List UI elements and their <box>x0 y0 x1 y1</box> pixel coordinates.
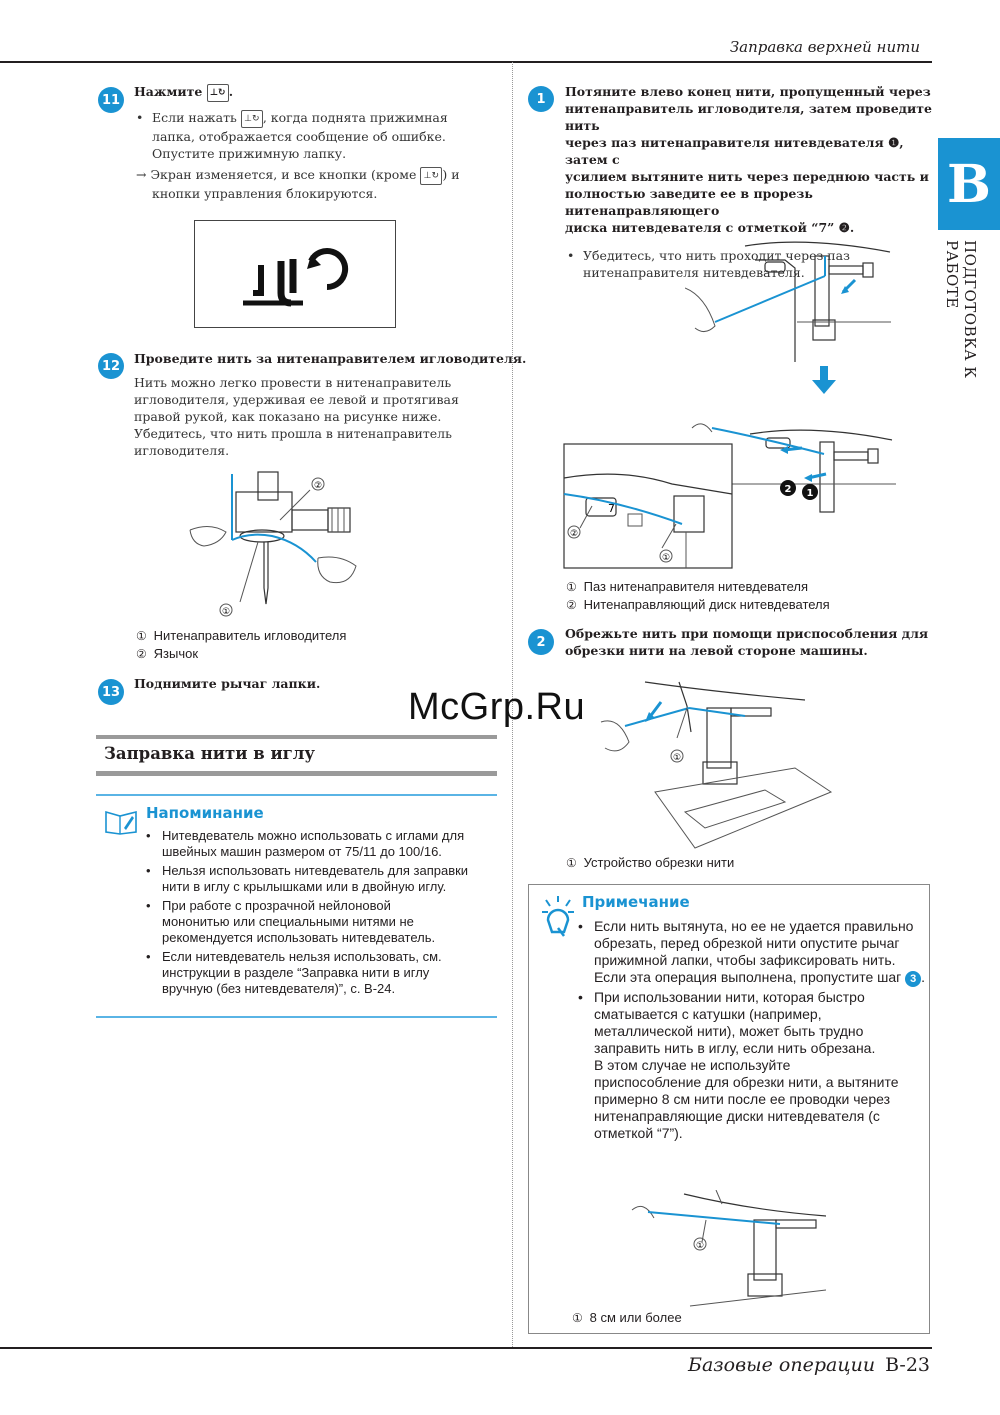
memo-line: мононитью или специальными нитями не <box>162 914 414 929</box>
note-line: сматывается с катушки (например, <box>594 1006 822 1022</box>
presser-foot-lock-key-icon: ⊥↻ <box>241 110 263 128</box>
note-line-post: . <box>921 969 926 985</box>
note-line: прижимной лапки, чтобы зафиксировать нить. <box>594 952 896 968</box>
callout-number: ① <box>572 1311 583 1325</box>
step-12-callout-2 <box>136 645 198 663</box>
note-line: обрезать, перед обрезкой нити опустите рычаг <box>594 935 900 951</box>
running-header: Заправка верхней нити <box>729 38 920 56</box>
step-a-bullet-line: • Убедитесь, что нить проходит через паз <box>583 247 850 263</box>
memo-item <box>146 898 496 946</box>
memo-list <box>146 828 496 997</box>
step-12-body <box>134 374 494 459</box>
section-heading-bar-top <box>96 735 497 739</box>
step-a-callout-1 <box>566 578 808 596</box>
step-a-title <box>565 83 935 236</box>
step-11-bullet <box>136 109 502 162</box>
presser-foot-lock-key-icon: ⊥↻ <box>420 167 442 185</box>
section-tab-letter: B <box>938 138 1000 230</box>
fig-marker-2: 2 <box>784 484 792 495</box>
note-line: приспособление для обрезки нити, а вытяните <box>594 1074 899 1090</box>
memo-line: швейных машин размером от 75/11 до 100/16. <box>162 844 442 859</box>
down-arrow-icon <box>812 366 836 396</box>
callout-text: 8 см или более <box>589 1310 682 1325</box>
note-callout-1 <box>572 1309 682 1327</box>
callout-text: Нитенаправляющий диск нитевдевателя <box>583 597 830 612</box>
step-b-title-line: обрезки нити на левой стороне машины. <box>565 643 868 658</box>
note-line: нитенаправляющие диски нитевдевателя (с <box>594 1108 880 1124</box>
step-a-title-line: нитенаправитель игловодителя, затем проведите нить <box>565 101 932 133</box>
memo-line: • При работе с прозрачной нейлоновой <box>162 898 391 913</box>
memo-line: • Нитевдеватель можно использовать с иглами для <box>162 828 465 843</box>
step-a-title-line: через паз нитенаправителя нитевдевателя ❶, затем с <box>565 135 904 167</box>
step-11-title-end: . <box>228 84 234 99</box>
page-number: B-23 <box>885 1354 930 1376</box>
note-lightbulb-icon <box>540 896 576 940</box>
footer <box>688 1354 930 1376</box>
step-a-callout-2 <box>566 596 830 614</box>
header-rule <box>0 61 932 63</box>
fig-label-1: ① <box>672 753 682 763</box>
thread-guide-illustration-bottom <box>562 398 896 570</box>
step-a-bullet-line: нитенаправителя нитевдевателя. <box>583 264 805 280</box>
step-12-body-line: игловодителя, удерживая ее левой и протягивая <box>134 392 459 407</box>
step-a-title-line: Потяните влево конец нити, пропущенный через <box>565 84 931 99</box>
memo-line: инструкции в разделе “Заправка нити в иглу <box>162 965 430 980</box>
step-11-result-pre: → Экран изменяется, и все кнопки (кроме <box>136 167 417 182</box>
note-line: заправить нить в иглу, если нить обрезана. <box>594 1040 876 1056</box>
callout-text: Язычок <box>153 646 199 661</box>
memo-book-icon <box>104 806 138 836</box>
step-11-bullet-l2: лапка, отображается сообщение об ошибке. <box>152 128 446 144</box>
step-11-bullet-l3: Опустите прижимную лапку. <box>152 145 347 161</box>
callout-number: ② <box>566 598 577 612</box>
memo-rule-bottom <box>96 1016 497 1018</box>
step-12-body-line: игловодителя. <box>134 443 230 458</box>
step-12-body-line: Убедитесь, что нить прошла в нитенаправитель <box>134 426 452 441</box>
step-13-badge: 13 <box>98 679 124 705</box>
note-item <box>578 918 926 987</box>
step-12-body-line: Нить можно легко провести в нитенаправитель <box>134 375 452 390</box>
callout-text: Устройство обрезки нити <box>583 855 735 870</box>
fig-label-2: ② <box>569 529 579 539</box>
step-11-bullet-post: , когда поднята прижимная <box>262 110 448 125</box>
thread-cutter-illustration <box>595 672 835 850</box>
fig-label-1: ① <box>221 607 231 617</box>
step-13-title: Поднимите рычаг лапки. <box>134 676 321 691</box>
step-12-title: Проведите нить за нитенаправителем игловодителя. <box>134 351 527 366</box>
step-a-badge: 1 <box>528 86 554 112</box>
step-11-bullet-pre: Если нажать <box>152 110 237 125</box>
step-12-badge: 12 <box>98 353 124 379</box>
step-a-title-line: диска нитевдевателя с отметкой “7” ❷. <box>565 220 855 235</box>
disk-mark-7: 7 <box>608 502 615 515</box>
lcd-lock-screen-illustration <box>194 220 396 328</box>
memo-line: • Нельзя использовать нитевдеватель для заправки <box>162 863 469 878</box>
memo-item <box>146 828 496 860</box>
presser-foot-lock-key-icon: ⊥↻ <box>207 84 229 102</box>
step-11-title-text: Нажмите <box>134 84 203 99</box>
memo-line: нити в иглу с крылышками или в двойную иглу. <box>162 879 447 894</box>
step-12-callout-1 <box>136 627 346 645</box>
fig-marker-1: 1 <box>806 488 814 499</box>
memo-line: • Если нитевдеватель нельзя использовать, см. <box>162 949 442 964</box>
note-line: примерно 8 см нити после ее проводки через <box>594 1091 891 1107</box>
step-b-badge: 2 <box>528 629 554 655</box>
callout-text: Нитенаправитель игловодителя <box>153 628 347 643</box>
footer-rule <box>0 1347 932 1349</box>
step-11-result-l2: кнопки управления блокируются. <box>152 185 378 201</box>
note-list <box>578 918 926 1142</box>
step-b-callout-1 <box>566 854 734 872</box>
memo-item <box>146 949 496 997</box>
note-line <box>594 969 926 987</box>
step-11-badge: 11 <box>98 87 124 113</box>
memo-rule-top <box>96 794 497 796</box>
callout-number: ① <box>136 629 147 643</box>
memo-title: Напоминание <box>146 804 264 822</box>
note-line: металлической нити), может быть трудно <box>594 1023 864 1039</box>
fig-label-2: ② <box>313 481 323 491</box>
section-heading-bar-bottom <box>96 771 497 776</box>
needle-bar-guide-illustration <box>180 470 380 620</box>
step-a-title-line: усилием вытяните нить через переднюю часть и <box>565 169 929 184</box>
note-line: • При использовании нити, которая быстро <box>594 989 865 1005</box>
thread-guide-illustration-top <box>685 236 895 366</box>
section-heading: Заправка нити в иглу <box>104 744 315 763</box>
presser-lock-symbol-icon <box>195 221 395 327</box>
note-line: В этом случае не используйте <box>594 1057 791 1073</box>
fig-label-1: ① <box>661 553 671 563</box>
note-item <box>578 989 926 1142</box>
callout-number: ① <box>566 580 577 594</box>
step-a-title-line: полностью заведите ее в прорезь нитенаправляющего <box>565 186 813 218</box>
thread-length-illustration <box>630 1190 826 1308</box>
callout-number: ② <box>136 647 147 661</box>
callout-text: Паз нитенаправителя нитевдевателя <box>583 579 809 594</box>
callout-number: ① <box>566 856 577 870</box>
section-tab-vertical-text: ПОДГОТОВКА К РАБОТЕ <box>943 240 979 379</box>
step-3-ref-badge: 3 <box>905 971 921 987</box>
step-11-result <box>136 166 486 202</box>
note-line-pre: Если эта операция выполнена, пропустите шаг <box>594 969 902 985</box>
note-line: отметкой “7”). <box>594 1125 683 1141</box>
step-11-result-post: ) и <box>442 167 460 182</box>
step-11-title <box>134 83 233 102</box>
watermark: McGrp.Ru <box>408 686 586 728</box>
step-b-title <box>565 625 935 659</box>
memo-line: вручную (без нитевдевателя)”, с. B-24. <box>162 981 396 996</box>
memo-item <box>146 863 496 895</box>
fig-label-1: ① <box>695 1241 705 1251</box>
footer-section: Базовые операции <box>688 1354 876 1376</box>
note-title: Примечание <box>582 893 690 911</box>
step-b-title-line: Обрежьте нить при помощи приспособления для <box>565 626 929 641</box>
step-12-body-line: правой рукой, как показано на рисунке ниже. <box>134 409 442 424</box>
memo-line: рекомендуется использовать нитевдеватель. <box>162 930 436 945</box>
note-line: • Если нить вытянута, но ее не удается правильно <box>594 918 914 934</box>
